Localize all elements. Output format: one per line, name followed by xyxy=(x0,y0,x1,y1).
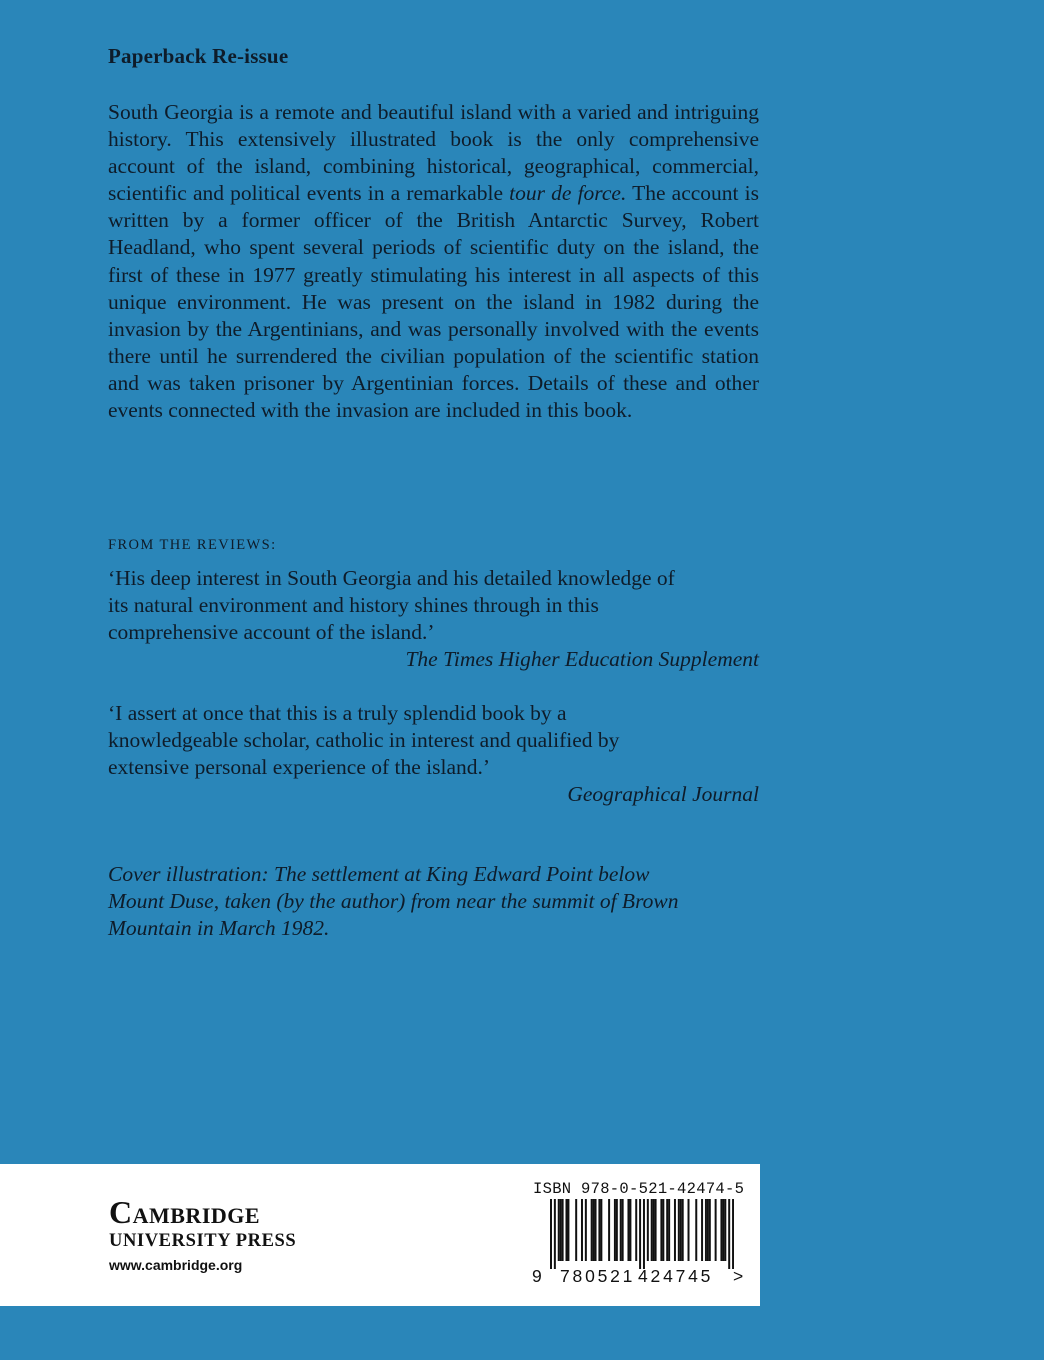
review-text: ‘His deep interest in South Georgia and his detailed knowledge of its natural environment and history shines through in this comprehensive account of the island.’ xyxy=(108,566,675,645)
barcode-bar xyxy=(707,1199,709,1261)
barcode-bar xyxy=(593,1199,595,1261)
description-part-1: South Georgia is a remote and beautiful island with a varied and intriguing history. This extensively illustrated book is the only comprehensive account of the island, combining historical, geographical, commercial, scientific and political events in a remarkable xyxy=(108,100,759,206)
review-quote xyxy=(108,700,759,808)
review-source: Geographical Journal xyxy=(567,782,759,807)
barcode-bar xyxy=(695,1199,697,1261)
barcode-bar xyxy=(620,1199,622,1261)
barcode-bar xyxy=(688,1199,690,1261)
barcode-bar xyxy=(567,1199,569,1261)
barcode-bar xyxy=(629,1199,631,1261)
publisher-logo xyxy=(109,1194,296,1276)
barcode-bar xyxy=(575,1199,577,1261)
barcode-bar xyxy=(558,1199,560,1261)
barcode-bar xyxy=(550,1199,552,1269)
review-quote xyxy=(108,565,759,673)
barcode-bar xyxy=(627,1199,629,1261)
barcode-bar xyxy=(560,1199,562,1261)
barcode-left-digits: 780521 xyxy=(560,1266,636,1286)
barcode-bar xyxy=(614,1199,616,1261)
barcode-bar xyxy=(653,1199,655,1261)
publisher-url: www.cambridge.org xyxy=(109,1257,243,1273)
publisher-name: Cambridge xyxy=(109,1194,261,1230)
barcode-bar xyxy=(554,1199,556,1269)
barcode-bar xyxy=(591,1199,593,1261)
barcode-bar xyxy=(662,1199,664,1261)
isbn-text: ISBN 978-0-521-42474-5 xyxy=(533,1180,745,1198)
barcode-bar xyxy=(608,1199,610,1261)
cover-illustration-note: Cover illustration: The settlement at King Edward Point below Mount Duse, taken (by the author) from near the summit of Brown Mountain in March 1982. xyxy=(108,862,679,941)
barcode-bar xyxy=(728,1199,730,1269)
barcode-bars xyxy=(550,1199,734,1269)
barcode-bar xyxy=(666,1199,668,1261)
barcode-bar xyxy=(635,1199,637,1261)
barcode-bar xyxy=(722,1199,724,1261)
barcode-bar xyxy=(674,1199,676,1261)
barcode-bar xyxy=(660,1199,662,1261)
barcode-bar xyxy=(705,1199,707,1261)
barcode-bar xyxy=(585,1199,587,1261)
barcode-bar xyxy=(622,1199,624,1261)
barcode-bar xyxy=(598,1199,600,1261)
barcode-bar xyxy=(680,1199,682,1261)
barcode-bar xyxy=(562,1199,564,1261)
barcode-bar xyxy=(639,1199,641,1269)
barcode-bar xyxy=(732,1199,734,1269)
reissue-heading: Paperback Re-issue xyxy=(108,44,289,68)
description-italic-phrase: tour de force. xyxy=(509,181,627,206)
barcode-bar xyxy=(678,1199,680,1261)
description-part-2: The account is written by a former officer of the British Antarctic Survey, Robert Headland, who spent several periods of scientific duty on the island, the first of these in 1977 greatly stimulating his interest in all aspects of this unique environment. He was present on the island in 1982 during the invasion by the Argentinians, and was personally involved with the events there until he surrendered the civilian population of the scientific station and was taken prisoner by Argentinian forces. Details of these and other events connected with the invasion are included in this book. xyxy=(108,181,759,423)
book-description xyxy=(108,99,759,424)
barcode-right-digits: 424745 xyxy=(638,1266,714,1286)
barcode-bar xyxy=(616,1199,618,1261)
barcode-bar xyxy=(565,1199,567,1261)
barcode-bar xyxy=(655,1199,657,1261)
review-source: The Times Higher Education Supplement xyxy=(405,647,759,672)
barcode-arrow: > xyxy=(733,1266,747,1286)
reviews-heading: FROM THE REVIEWS: xyxy=(108,537,277,553)
barcode-bar xyxy=(668,1199,670,1261)
barcode-bar xyxy=(581,1199,583,1261)
barcode-bar xyxy=(595,1199,597,1261)
barcode-first-digit: 9 xyxy=(532,1266,545,1286)
barcode-bar xyxy=(643,1199,645,1269)
isbn-barcode xyxy=(530,1180,750,1292)
barcode-bar xyxy=(715,1199,717,1261)
barcode-bar xyxy=(651,1199,653,1261)
review-text: ‘I assert at once that this is a truly splendid book by a knowledgeable scholar, catholic in interest and qualified by extensive personal experience of the island.’ xyxy=(108,701,620,780)
barcode-bar xyxy=(720,1199,722,1261)
barcode-bar xyxy=(701,1199,703,1261)
barcode-bar xyxy=(682,1199,684,1261)
barcode-bar xyxy=(724,1199,726,1261)
barcode-bar xyxy=(600,1199,602,1261)
barcode-bar xyxy=(647,1199,649,1261)
publisher-subtitle: UNIVERSITY PRESS xyxy=(109,1231,297,1251)
barcode-bar xyxy=(709,1199,711,1261)
